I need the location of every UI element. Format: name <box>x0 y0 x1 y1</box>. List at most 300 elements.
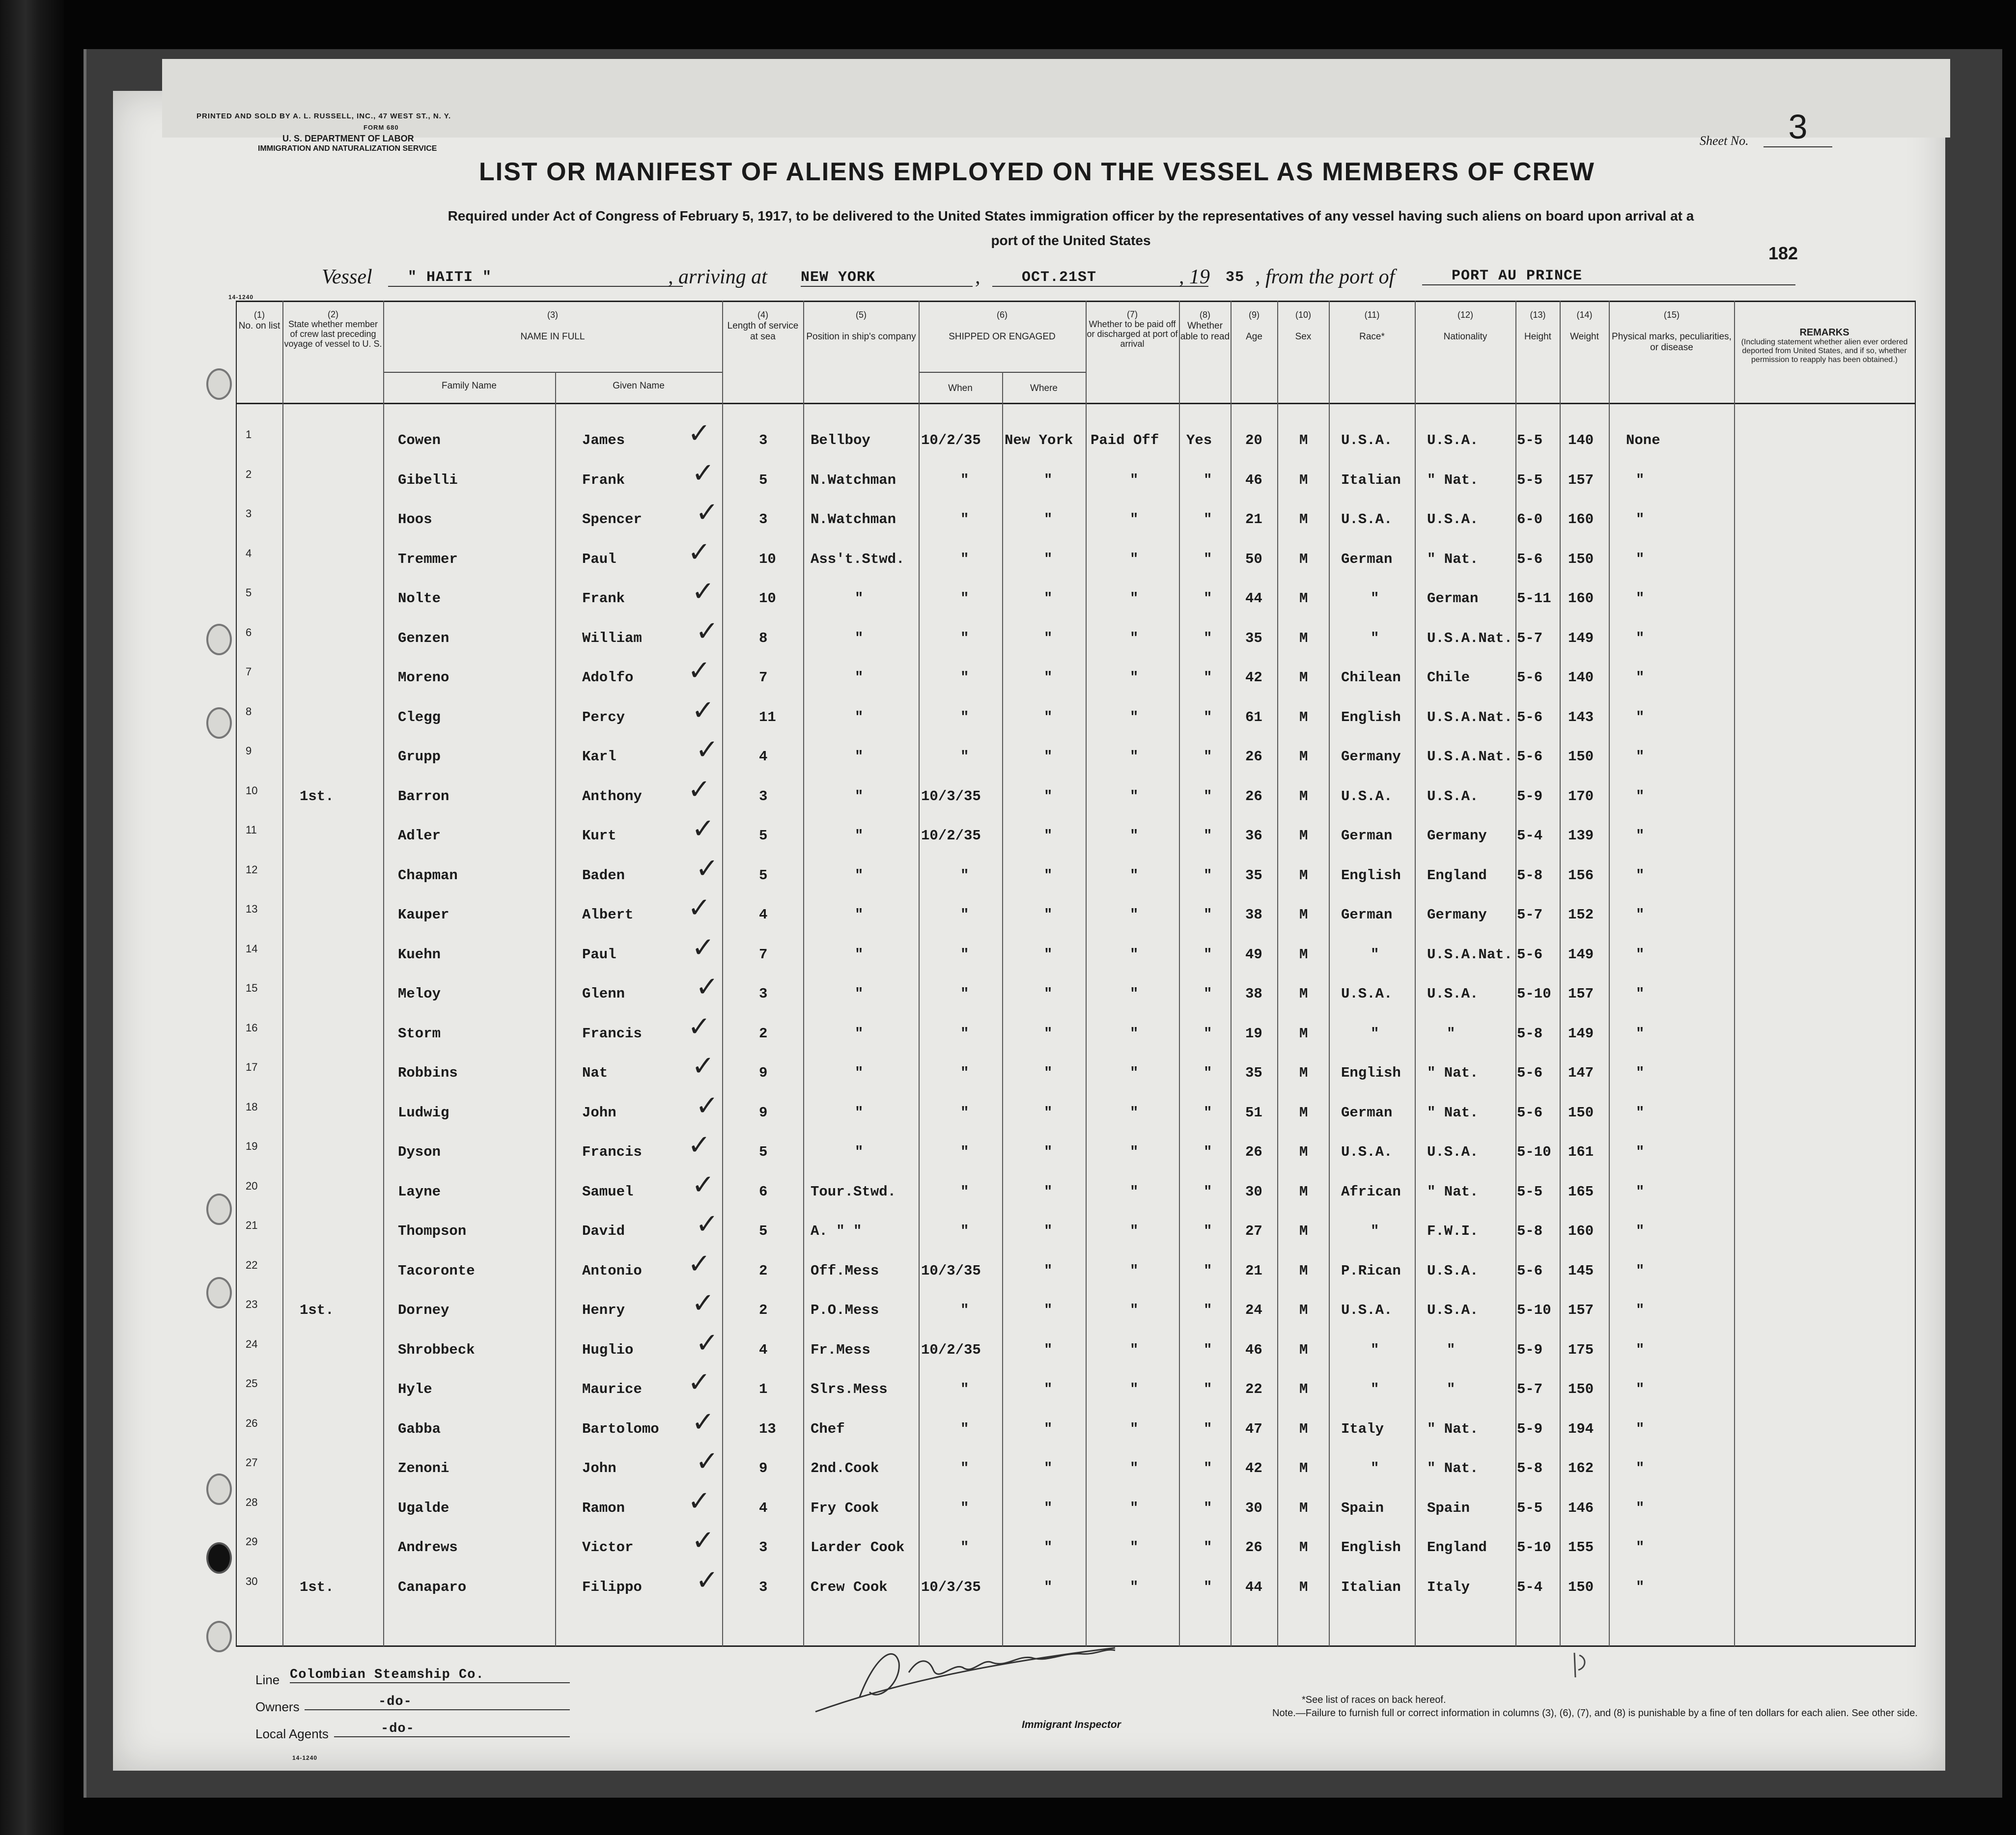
sex: M <box>1299 669 1308 686</box>
height: 5-7 <box>1517 907 1543 923</box>
sex: M <box>1299 1065 1308 1081</box>
race: English <box>1341 867 1401 884</box>
shipped-when: " <box>960 1144 969 1160</box>
paid-off: " <box>1130 986 1139 1002</box>
length-of-service: 3 <box>759 1579 768 1595</box>
sex: M <box>1299 1183 1308 1200</box>
position: " <box>855 590 864 607</box>
age: 44 <box>1245 590 1262 607</box>
given-name: Bartolomo <box>582 1420 659 1437</box>
given-name: Maurice <box>582 1381 642 1397</box>
length-of-service: 4 <box>759 749 768 765</box>
race: U.S.A. <box>1341 788 1393 805</box>
row-number: 23 <box>246 1298 258 1310</box>
able-to-read: " <box>1204 1381 1212 1397</box>
position: Tour.Stwd. <box>811 1183 896 1200</box>
height: 5-6 <box>1517 709 1543 725</box>
row-number: 4 <box>246 547 252 559</box>
sex: M <box>1299 472 1308 488</box>
position: Fry Cook <box>811 1500 879 1516</box>
punch-hole <box>206 1277 232 1308</box>
family-name: Thompson <box>398 1223 467 1239</box>
physical-marks: " <box>1636 749 1645 765</box>
shipped-where: " <box>1044 1065 1053 1081</box>
checkmark-icon: ✓ <box>696 734 719 766</box>
weight: 145 <box>1568 1262 1594 1279</box>
nationality: U.S.A. <box>1427 986 1479 1002</box>
checkmark-icon: ✓ <box>692 1406 715 1438</box>
nationality: " Nat. <box>1427 1183 1479 1200</box>
footer-form-code: 14-1240 <box>292 1754 318 1761</box>
given-name: Antonio <box>582 1262 642 1279</box>
shipped-where: " <box>1044 946 1053 963</box>
weight: 149 <box>1568 630 1594 646</box>
height: 5-5 <box>1517 1500 1543 1516</box>
nationality: " Nat. <box>1427 472 1479 488</box>
physical-marks: " <box>1636 1420 1645 1437</box>
race: U.S.A. <box>1341 511 1393 528</box>
weight: 175 <box>1568 1341 1594 1358</box>
service: IMMIGRATION AND NATURALIZATION SERVICE <box>258 144 437 153</box>
given-name: Paul <box>582 551 616 567</box>
race: Italy <box>1341 1420 1384 1437</box>
paid-off: " <box>1130 1460 1139 1476</box>
col2-header: (2) State whether member of crew last preceding voyage of vessel to U. S. <box>284 309 382 349</box>
able-to-read: " <box>1204 709 1212 725</box>
weight: 150 <box>1568 1579 1594 1595</box>
paid-off: " <box>1130 867 1139 884</box>
nationality: U.S.A.Nat. <box>1427 946 1513 963</box>
weight: 149 <box>1568 1025 1594 1042</box>
col12-header: (12) Nationality <box>1443 310 1487 342</box>
shipped-where: " <box>1044 1025 1053 1042</box>
nationality: " Nat. <box>1427 1104 1479 1121</box>
able-to-read: " <box>1204 907 1212 923</box>
weight: 149 <box>1568 946 1594 963</box>
from-port: PORT AU PRINCE <box>1422 268 1795 285</box>
shipped-where: " <box>1044 590 1053 607</box>
family-name: Genzen <box>398 630 449 646</box>
able-to-read: " <box>1204 1144 1212 1160</box>
weight: 160 <box>1568 1223 1594 1239</box>
paid-off: " <box>1130 1144 1139 1160</box>
able-to-read: " <box>1204 511 1212 528</box>
checkmark-icon: ✓ <box>696 1208 719 1240</box>
race: " <box>1371 630 1379 646</box>
able-to-read: " <box>1204 946 1212 963</box>
age: 21 <box>1245 511 1262 528</box>
family-name: Storm <box>398 1025 441 1042</box>
sex: M <box>1299 590 1308 607</box>
sex: M <box>1299 828 1308 844</box>
physical-marks: " <box>1636 1065 1645 1081</box>
height: 5-6 <box>1517 1104 1543 1121</box>
weight: 157 <box>1568 472 1594 488</box>
age: 22 <box>1245 1381 1262 1397</box>
age: 20 <box>1245 432 1262 448</box>
paid-off: Paid Off <box>1091 432 1159 448</box>
physical-marks: " <box>1636 511 1645 528</box>
given-name: Frank <box>582 590 625 607</box>
paid-off: " <box>1130 946 1139 963</box>
given-name: Baden <box>582 867 625 884</box>
able-to-read: " <box>1204 1025 1212 1042</box>
shipped-where: " <box>1044 1381 1053 1397</box>
weight: 150 <box>1568 1104 1594 1121</box>
paid-off: " <box>1130 1104 1139 1121</box>
height: 5-9 <box>1517 788 1543 805</box>
length-of-service: 3 <box>759 986 768 1002</box>
checkmark-icon: ✓ <box>688 1485 711 1517</box>
nationality: U.S.A. <box>1427 432 1479 448</box>
position: N.Watchman <box>811 472 896 488</box>
physical-marks: " <box>1636 1144 1645 1160</box>
race: Chilean <box>1341 669 1401 686</box>
length-of-service: 2 <box>759 1262 768 1279</box>
family-name: Ludwig <box>398 1104 449 1121</box>
race: German <box>1341 828 1393 844</box>
owners-label: Owners <box>255 1699 300 1714</box>
family-name: Gabba <box>398 1420 441 1437</box>
age: 30 <box>1245 1183 1262 1200</box>
department: U. S. DEPARTMENT OF LABOR <box>282 134 414 143</box>
race: U.S.A. <box>1341 986 1393 1002</box>
height: 5-7 <box>1517 630 1543 646</box>
given-name: David <box>582 1223 625 1239</box>
shipped-when: " <box>960 1420 969 1437</box>
when-header: When <box>948 383 973 393</box>
checkmark-icon: ✓ <box>692 1287 715 1319</box>
shipped-when: " <box>960 511 969 528</box>
col1-header: (1) No. on list <box>238 310 280 331</box>
row-number: 8 <box>246 705 252 718</box>
shipped-when: " <box>960 551 969 567</box>
age: 30 <box>1245 1500 1262 1516</box>
punch-hole <box>206 368 232 400</box>
position: Larder Cook <box>811 1539 905 1556</box>
length-of-service: 10 <box>759 551 776 567</box>
height: 5-6 <box>1517 551 1543 567</box>
family-name: Barron <box>398 788 449 805</box>
previous-voyage: 1st. <box>300 1302 334 1318</box>
height: 5-6 <box>1517 1065 1543 1081</box>
row-number: 6 <box>246 626 252 639</box>
physical-marks: " <box>1636 907 1645 923</box>
paid-off: " <box>1130 1579 1139 1595</box>
race-note: *See list of races on back hereof. <box>1302 1695 1446 1705</box>
shipped-when: " <box>960 1539 969 1556</box>
physical-marks: " <box>1636 590 1645 607</box>
race: German <box>1341 1104 1393 1121</box>
able-to-read: " <box>1204 1262 1212 1279</box>
length-of-service: 3 <box>759 432 768 448</box>
row-number: 21 <box>246 1219 258 1231</box>
shipped-where: " <box>1044 1262 1053 1279</box>
punch-hole <box>206 1474 232 1505</box>
length-of-service: 5 <box>759 1144 768 1160</box>
weight: 143 <box>1568 709 1594 725</box>
height: 5-6 <box>1517 1262 1543 1279</box>
shipped-where: " <box>1044 1420 1053 1437</box>
shipped-where: " <box>1044 907 1053 923</box>
family-name: Clegg <box>398 709 441 725</box>
age: 46 <box>1245 472 1262 488</box>
physical-marks: " <box>1636 867 1645 884</box>
able-to-read: " <box>1204 1065 1212 1081</box>
family-name: Zenoni <box>398 1460 449 1476</box>
physical-marks: " <box>1636 788 1645 805</box>
length-of-service: 7 <box>759 946 768 963</box>
family-name: Hoos <box>398 511 432 528</box>
paid-off: " <box>1130 788 1139 805</box>
col14-header: (14) Weight <box>1570 310 1599 342</box>
paid-off: " <box>1130 511 1139 528</box>
shipped-where: " <box>1044 472 1053 488</box>
physical-marks: " <box>1636 1302 1645 1318</box>
owners-value: -do- <box>305 1695 570 1710</box>
sex: M <box>1299 1460 1308 1476</box>
position: Bellboy <box>811 432 870 448</box>
physical-marks: " <box>1636 669 1645 686</box>
age: 51 <box>1245 1104 1262 1121</box>
family-name: Ugalde <box>398 1500 449 1516</box>
family-name: Moreno <box>398 669 449 686</box>
physical-marks: " <box>1636 1223 1645 1239</box>
age: 38 <box>1245 907 1262 923</box>
family-name: Dorney <box>398 1302 449 1318</box>
length-of-service: 7 <box>759 669 768 686</box>
paid-off: " <box>1130 1262 1139 1279</box>
sex: M <box>1299 867 1308 884</box>
length-of-service: 8 <box>759 630 768 646</box>
shipped-where: " <box>1044 1104 1053 1121</box>
able-to-read: " <box>1204 472 1212 488</box>
height: 5-4 <box>1517 828 1543 844</box>
height: 5-6 <box>1517 946 1543 963</box>
race: U.S.A. <box>1341 1144 1393 1160</box>
col7-header: (7) Whether to be paid off or discharged at port of arrival <box>1087 309 1178 349</box>
row-number: 13 <box>246 903 258 915</box>
sex: M <box>1299 1539 1308 1556</box>
shipped-when: 10/2/35 <box>921 1341 981 1358</box>
row-number: 30 <box>246 1575 258 1587</box>
able-to-read: " <box>1204 1104 1212 1121</box>
punch-hole <box>206 624 232 655</box>
paid-off: " <box>1130 828 1139 844</box>
length-of-service: 11 <box>759 709 776 725</box>
where-header: Where <box>1030 383 1058 393</box>
given-name: Filippo <box>582 1579 642 1595</box>
line-label: Line <box>255 1672 280 1687</box>
position: Crew Cook <box>811 1579 888 1595</box>
family-name: Shrobbeck <box>398 1341 475 1358</box>
col9-header: (9) Age <box>1246 310 1262 342</box>
row-number: 19 <box>246 1140 258 1152</box>
sex: M <box>1299 907 1308 923</box>
given-name: John <box>582 1104 616 1121</box>
race: " <box>1371 590 1379 607</box>
length-of-service: 3 <box>759 788 768 805</box>
length-of-service: 9 <box>759 1104 768 1121</box>
position: N.Watchman <box>811 511 896 528</box>
shipped-when: 10/3/35 <box>921 1262 981 1279</box>
checkmark-icon: ✓ <box>692 931 715 964</box>
shipped-where: " <box>1044 1341 1053 1358</box>
nationality: U.S.A. <box>1427 1144 1479 1160</box>
position: " <box>855 669 864 686</box>
checkmark-icon: ✓ <box>696 971 719 1003</box>
given-name: Percy <box>582 709 625 725</box>
sex: M <box>1299 749 1308 765</box>
length-of-service: 3 <box>759 1539 768 1556</box>
weight: 162 <box>1568 1460 1594 1476</box>
age: 26 <box>1245 749 1262 765</box>
sex: M <box>1299 1341 1308 1358</box>
weight: 146 <box>1568 1500 1594 1516</box>
given-name: Anthony <box>582 788 642 805</box>
family-name: Dyson <box>398 1144 441 1160</box>
nationality: England <box>1427 1539 1487 1556</box>
checkmark-icon: ✓ <box>688 655 711 687</box>
physical-marks: " <box>1636 630 1645 646</box>
form-number: FORM 680 <box>364 124 399 131</box>
given-name: Kurt <box>582 828 616 844</box>
given-name: Paul <box>582 946 616 963</box>
page-title: LIST OR MANIFEST OF ALIENS EMPLOYED ON THE VESSEL AS MEMBERS OF CREW <box>479 158 1595 186</box>
page-top <box>162 59 1950 138</box>
position: A. " " <box>811 1223 862 1239</box>
shipped-when: " <box>960 986 969 1002</box>
checkmark-icon: ✓ <box>688 1129 711 1161</box>
age: 44 <box>1245 1579 1262 1595</box>
weight: 139 <box>1568 828 1594 844</box>
able-to-read: " <box>1204 749 1212 765</box>
shipped-when: " <box>960 1460 969 1476</box>
length-of-service: 9 <box>759 1065 768 1081</box>
col13-header: (13) Height <box>1524 310 1551 342</box>
age: 26 <box>1245 788 1262 805</box>
vessel-label: Vessel <box>322 266 372 288</box>
able-to-read: " <box>1204 1500 1212 1516</box>
race: Germany <box>1341 749 1401 765</box>
race: Italian <box>1341 472 1401 488</box>
race: " <box>1371 946 1379 963</box>
previous-voyage: 1st. <box>300 1579 334 1595</box>
height: 5-5 <box>1517 472 1543 488</box>
position: " <box>855 1144 864 1160</box>
physical-marks: " <box>1636 551 1645 567</box>
nationality: U.S.A. <box>1427 1302 1479 1318</box>
checkmark-icon: ✓ <box>688 773 711 806</box>
physical-marks: " <box>1636 1104 1645 1121</box>
shipped-when: " <box>960 590 969 607</box>
physical-marks: " <box>1636 828 1645 844</box>
shipped-when: " <box>960 472 969 488</box>
length-of-service: 5 <box>759 828 768 844</box>
family-name: Andrews <box>398 1539 458 1556</box>
family-name: Cowen <box>398 432 441 448</box>
col3-header: (3) NAME IN FULL <box>520 310 585 342</box>
family-name: Hyle <box>398 1381 432 1397</box>
penalty-note: Note.—Failure to furnish full or correct information in columns (3), (6), (7), and (8) is punishable by a fine of ten dollars for each alien. See other side. <box>1272 1708 1918 1719</box>
punch-hole <box>206 1542 232 1574</box>
sheet-number: 3 <box>1764 107 1832 147</box>
race: " <box>1371 1025 1379 1042</box>
shipped-when: " <box>960 867 969 884</box>
able-to-read: " <box>1204 828 1212 844</box>
able-to-read: " <box>1204 669 1212 686</box>
given-name: Frank <box>582 472 625 488</box>
family-name: Tremmer <box>398 551 458 567</box>
able-to-read: " <box>1204 788 1212 805</box>
paid-off: " <box>1130 590 1139 607</box>
paid-off: " <box>1130 1302 1139 1318</box>
physical-marks: " <box>1636 1579 1645 1595</box>
row-number: 27 <box>246 1456 258 1469</box>
weight: 140 <box>1568 669 1594 686</box>
nationality: " Nat. <box>1427 551 1479 567</box>
paid-off: " <box>1130 1065 1139 1081</box>
family-name: Kuehn <box>398 946 441 963</box>
race: English <box>1341 1065 1401 1081</box>
shipped-where: " <box>1044 1500 1053 1516</box>
nationality: U.S.A.Nat. <box>1427 709 1513 725</box>
nationality: U.S.A. <box>1427 511 1479 528</box>
age: 35 <box>1245 1065 1262 1081</box>
shipped-where: New York <box>1005 432 1073 448</box>
checkmark-icon: ✓ <box>688 536 711 568</box>
punch-hole <box>206 1194 232 1225</box>
age: 47 <box>1245 1420 1262 1437</box>
binder-edge <box>0 0 64 1835</box>
able-to-read: " <box>1204 1420 1212 1437</box>
position: Ass't.Stwd. <box>811 551 905 567</box>
height: 5-7 <box>1517 1381 1543 1397</box>
row-number: 18 <box>246 1100 258 1113</box>
year-suffix: 35 <box>1226 269 1245 286</box>
row-number: 14 <box>246 942 258 955</box>
height: 6-0 <box>1517 511 1543 528</box>
paid-off: " <box>1130 749 1139 765</box>
shipped-where: " <box>1044 669 1053 686</box>
able-to-read: " <box>1204 1183 1212 1200</box>
nationality: " <box>1447 1341 1456 1358</box>
length-of-service: 9 <box>759 1460 768 1476</box>
paid-off: " <box>1130 669 1139 686</box>
weight: 160 <box>1568 590 1594 607</box>
position: " <box>855 630 864 646</box>
paid-off: " <box>1130 1539 1139 1556</box>
family-name: Chapman <box>398 867 458 884</box>
col8-header: (8) Whether able to read <box>1180 310 1230 342</box>
height: 5-10 <box>1517 1539 1551 1556</box>
shipped-when: " <box>960 1500 969 1516</box>
sex: M <box>1299 511 1308 528</box>
able-to-read: " <box>1204 590 1212 607</box>
sex: M <box>1299 1262 1308 1279</box>
checkmark-icon: ✓ <box>692 694 715 726</box>
race: German <box>1341 551 1393 567</box>
position: " <box>855 788 864 805</box>
arrival-date: OCT.21ST <box>992 269 1208 287</box>
family-name: Adler <box>398 828 441 844</box>
checkmark-icon: ✓ <box>696 1089 719 1122</box>
printer-line: PRINTED AND SOLD BY A. L. RUSSELL, INC., 47 WEST ST., N. Y. <box>196 112 451 120</box>
paid-off: " <box>1130 907 1139 923</box>
col10-header: (10) Sex <box>1295 310 1312 342</box>
physical-marks: " <box>1636 1341 1645 1358</box>
sex: M <box>1299 788 1308 805</box>
